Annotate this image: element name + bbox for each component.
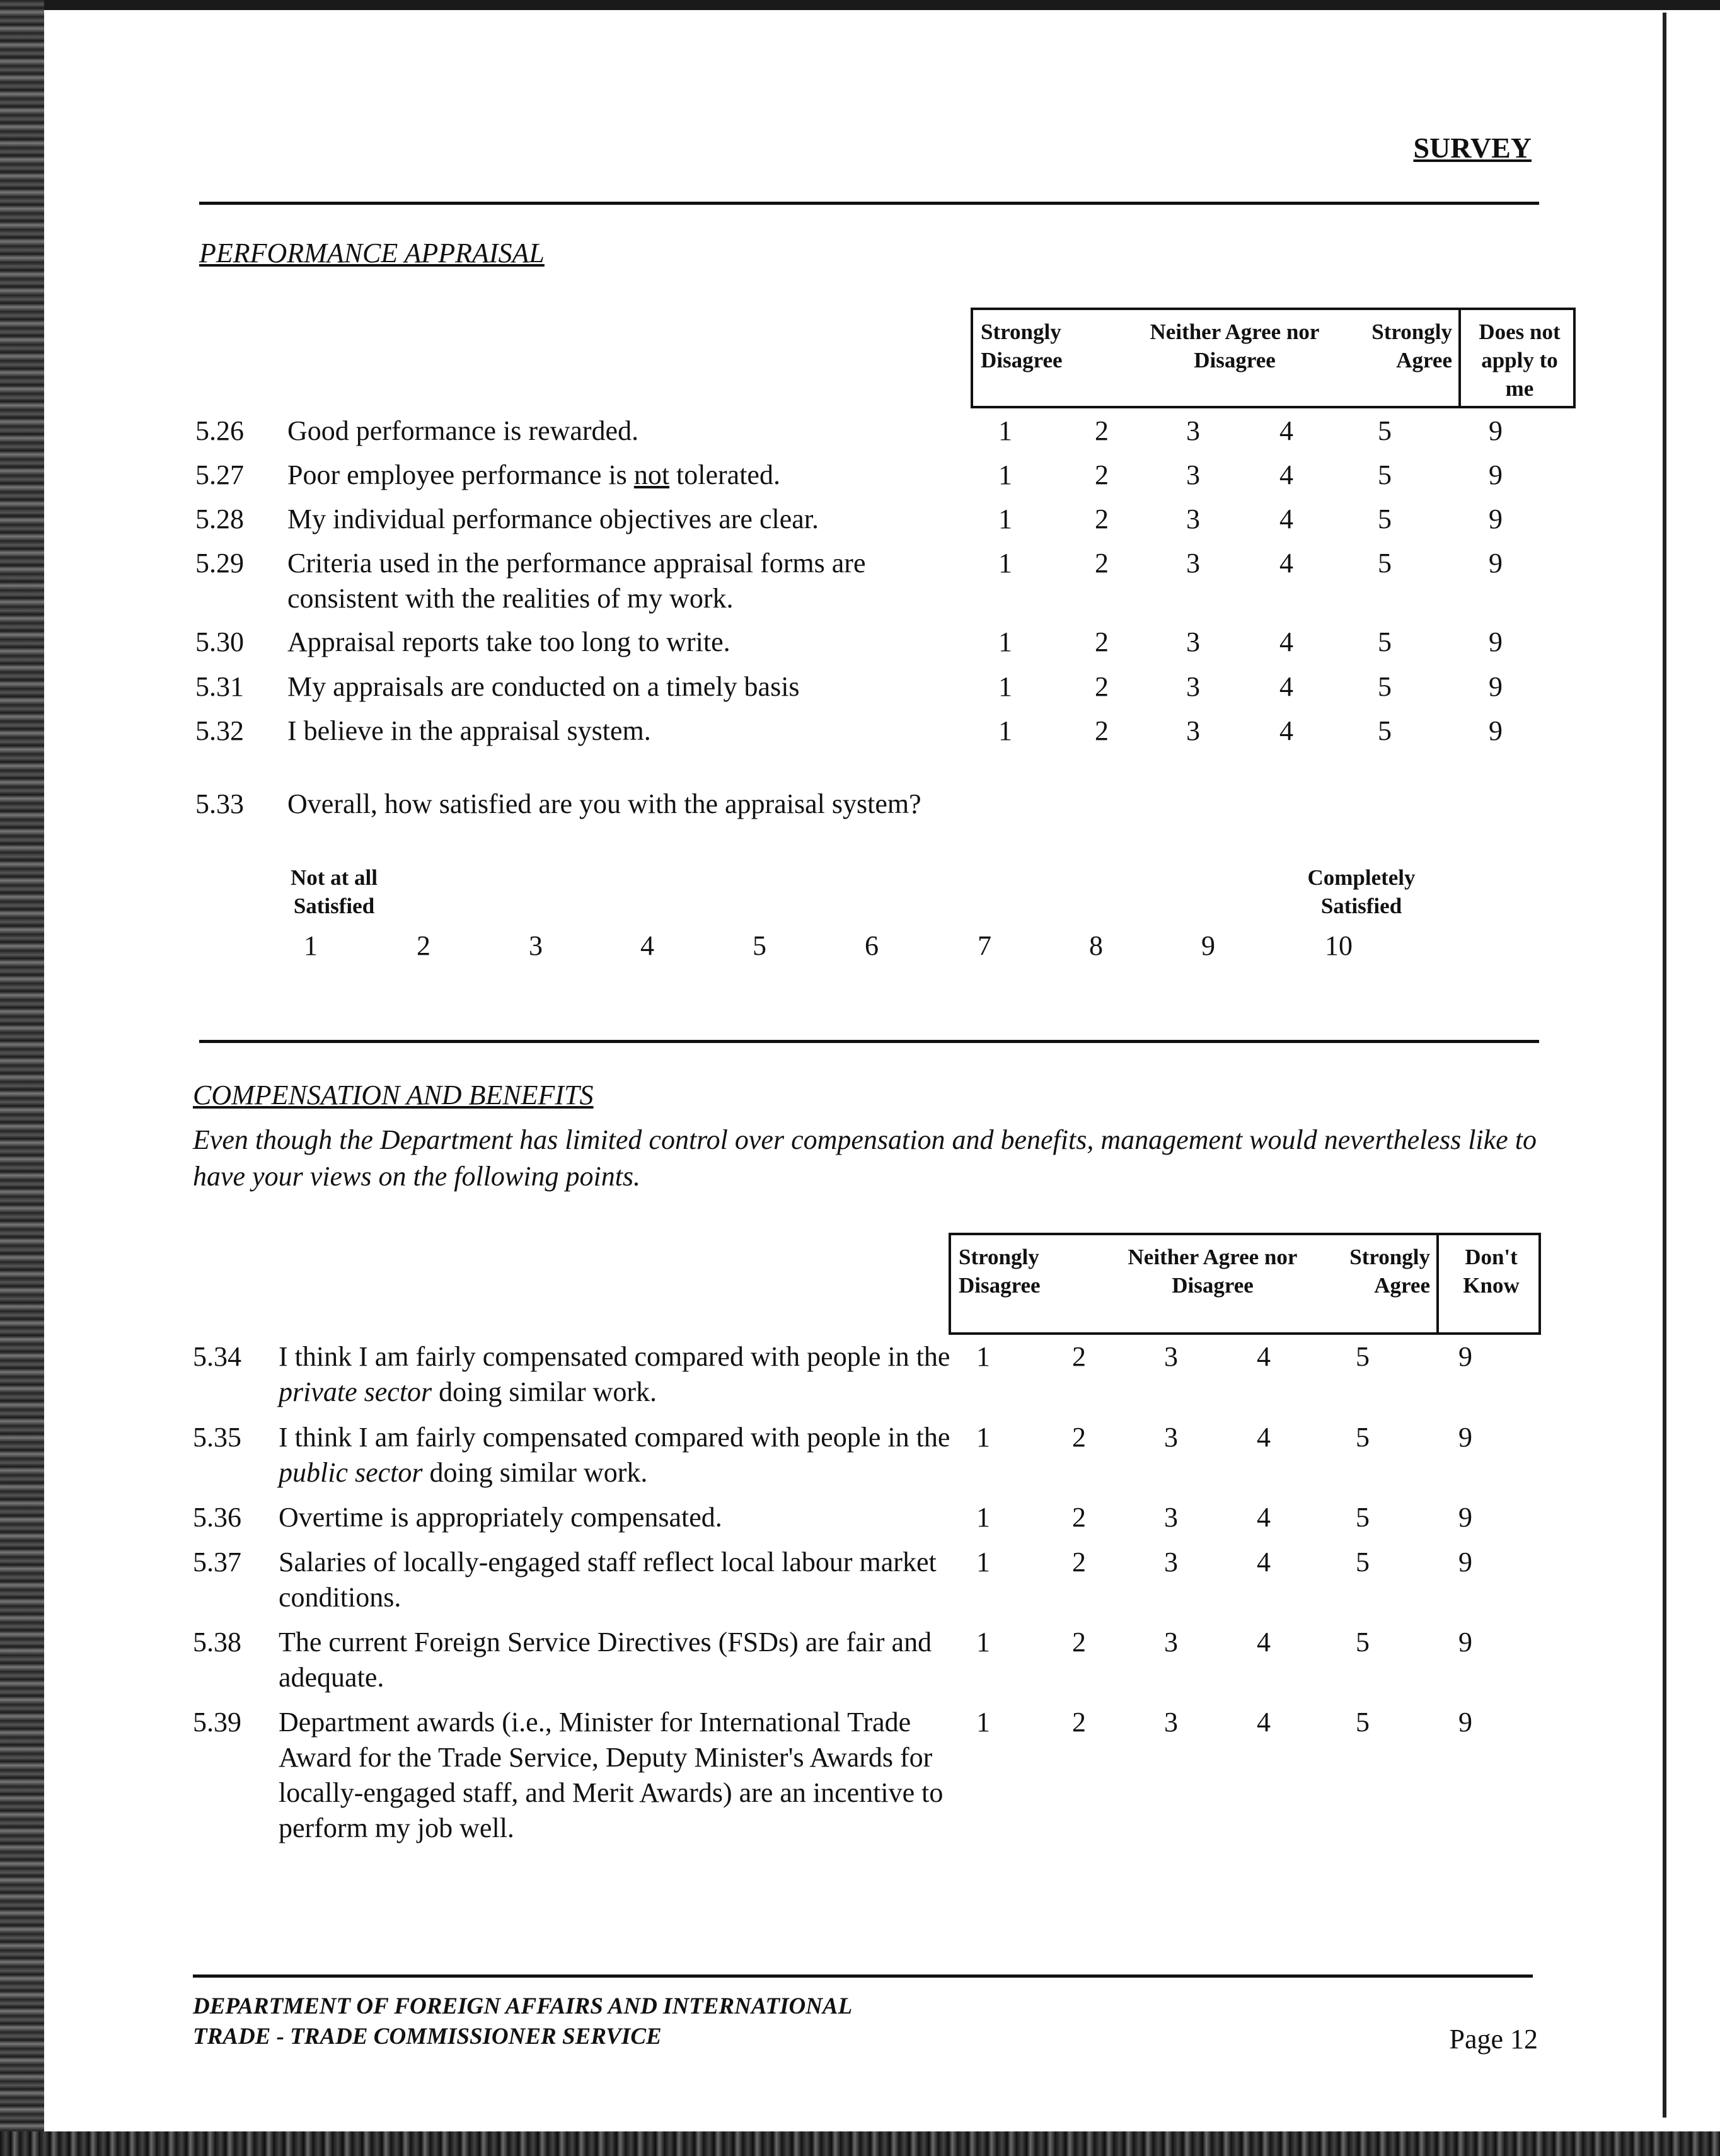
question-text: Good performance is rewarded. [287,415,639,446]
response-option-4[interactable]: 4 [1257,1707,1271,1738]
response-option-5[interactable]: 5 [1356,1502,1370,1533]
question-number: 5.26 [195,415,244,446]
response-option-4[interactable]: 4 [1279,459,1293,490]
response-option-1[interactable]: 1 [998,671,1012,702]
response-option-1[interactable]: 1 [976,1707,990,1738]
response-option-5[interactable]: 5 [1356,1422,1370,1453]
response-option-4[interactable]: 4 [1257,1547,1271,1577]
question-number: 5.37 [193,1547,241,1577]
question-text: I think I am fairly compensated compared with people in the private sector doing similar work. [279,1341,950,1407]
question-number: 5.39 [193,1707,241,1738]
satisfaction-option-6[interactable]: 6 [865,930,879,961]
compensation-intro: Even though the Department has limited control over compensation and benefits, management would nevertheless like to have your views on the following points. [193,1124,1537,1192]
performance-scale-header [971,308,1576,408]
response-option-4[interactable]: 4 [1279,504,1293,534]
question-text: Overtime is appropriately compensated. [279,1502,722,1533]
response-option-9[interactable]: 9 [1458,1547,1472,1577]
header-rule [199,202,1539,205]
response-option-2[interactable]: 2 [1095,459,1109,490]
response-option-1[interactable]: 1 [976,1627,990,1657]
response-option-4[interactable]: 4 [1279,548,1293,579]
scale-header-dont-know: Don't Know [1463,1245,1520,1298]
response-option-2[interactable]: 2 [1072,1627,1086,1657]
response-option-4[interactable]: 4 [1257,1341,1271,1372]
satisfaction-option-9[interactable]: 9 [1201,930,1215,961]
scan-edge-left [0,0,44,2156]
question-text: Criteria used in the performance appraisal forms are consistent with the realities of my work. [287,548,866,614]
response-option-2[interactable]: 2 [1072,1547,1086,1577]
satisfaction-option-4[interactable]: 4 [640,930,654,961]
response-option-1[interactable]: 1 [998,459,1012,490]
scale-header-strongly-disagree: Strongly Disagree [959,1245,1041,1298]
question-text: The current Foreign Service Directives (FSDs) are fair and adequate. [279,1627,932,1693]
question-number: 5.33 [195,788,244,819]
satisfaction-option-7[interactable]: 7 [978,930,991,961]
response-option-3[interactable]: 3 [1186,715,1200,746]
response-option-9[interactable]: 9 [1458,1627,1472,1657]
response-option-3[interactable]: 3 [1186,504,1200,534]
question-number: 5.38 [193,1627,241,1657]
satisfaction-option-2[interactable]: 2 [417,930,430,961]
scale-header-neither: Neither Agree nor Disagree [1150,320,1320,372]
footer-line-1: DEPARTMENT OF FOREIGN AFFAIRS AND INTERNATIONAL [193,1993,853,2019]
response-option-2[interactable]: 2 [1095,626,1109,657]
response-option-5[interactable]: 5 [1356,1547,1370,1577]
response-option-4[interactable]: 4 [1257,1422,1271,1453]
compensation-scale-header [949,1233,1541,1335]
response-option-3[interactable]: 3 [1186,415,1200,446]
performance-section-title: PERFORMANCE APPRAISAL [199,238,545,268]
response-option-5[interactable]: 5 [1378,548,1392,579]
response-option-9[interactable]: 9 [1489,626,1503,657]
page-number: Page 12 [1449,2024,1538,2055]
question-number: 5.36 [193,1502,241,1533]
response-option-9[interactable]: 9 [1489,459,1503,490]
satisfaction-option-3[interactable]: 3 [529,930,543,961]
response-option-5[interactable]: 5 [1356,1341,1370,1372]
question-number: 5.35 [193,1422,241,1453]
question-text: Salaries of locally-engaged staff reflect local labour market conditions. [279,1547,937,1613]
response-option-9[interactable]: 9 [1489,548,1503,579]
question-number: 5.27 [195,459,244,490]
scan-edge-right [1663,13,1666,2118]
question-text: My appraisals are conducted on a timely basis [287,671,800,702]
question-text: I believe in the appraisal system. [287,715,651,746]
footer-line-2: TRADE - TRADE COMMISSIONER SERVICE [193,2024,662,2049]
header-separator [1436,1235,1439,1332]
response-option-9[interactable]: 9 [1489,671,1503,702]
response-option-5[interactable]: 5 [1378,459,1392,490]
response-option-1[interactable]: 1 [976,1547,990,1577]
response-option-1[interactable]: 1 [976,1502,990,1533]
response-option-5[interactable]: 5 [1356,1627,1370,1657]
response-option-9[interactable]: 9 [1458,1341,1472,1372]
response-option-9[interactable]: 9 [1489,504,1503,534]
response-option-1[interactable]: 1 [998,415,1012,446]
response-option-3[interactable]: 3 [1164,1547,1178,1577]
response-option-1[interactable]: 1 [998,626,1012,657]
response-option-3[interactable]: 3 [1186,626,1200,657]
question-text: Department awards (i.e., Minister for International Trade Award for the Trade Service, Deputy Minister's Awards for locally-engaged staff, and Merit Awards) are an incentive to perform my job well. [279,1707,944,1843]
response-option-9[interactable]: 9 [1489,715,1503,746]
response-option-4[interactable]: 4 [1279,671,1293,702]
scale-high-label: Completely Satisfied [1307,865,1416,918]
response-option-5[interactable]: 5 [1378,626,1392,657]
header-separator [1458,310,1461,406]
response-option-4[interactable]: 4 [1279,715,1293,746]
response-option-2[interactable]: 2 [1095,548,1109,579]
scale-low-label: Not at all Satisfied [290,865,378,918]
response-option-2[interactable]: 2 [1095,415,1109,446]
response-option-1[interactable]: 1 [976,1341,990,1372]
response-option-3[interactable]: 3 [1186,548,1200,579]
satisfaction-option-5[interactable]: 5 [753,930,766,961]
response-option-5[interactable]: 5 [1378,504,1392,534]
scale-header-does-not-apply: Does not apply to me [1479,320,1561,401]
response-option-5[interactable]: 5 [1378,715,1392,746]
response-option-9[interactable]: 9 [1489,415,1503,446]
response-option-2[interactable]: 2 [1095,715,1109,746]
response-option-4[interactable]: 4 [1279,626,1293,657]
satisfaction-option-10[interactable]: 10 [1325,930,1353,961]
scan-edge-bottom [0,2131,1720,2156]
survey-label: SURVEY [1413,132,1532,164]
response-option-3[interactable]: 3 [1186,671,1200,702]
scale-header-strongly-agree: Strongly Agree [1349,1245,1430,1298]
response-option-5[interactable]: 5 [1378,671,1392,702]
footer-department [193,1992,852,2052]
question-text: Appraisal reports take too long to write. [287,626,730,657]
response-option-9[interactable]: 9 [1458,1502,1472,1533]
response-option-1[interactable]: 1 [998,504,1012,534]
question-text: My individual performance objectives are clear. [287,504,819,534]
response-option-2[interactable]: 2 [1072,1341,1086,1372]
response-option-2[interactable]: 2 [1095,504,1109,534]
question-number: 5.30 [195,626,244,657]
response-option-2[interactable]: 2 [1072,1707,1086,1738]
question-number: 5.32 [195,715,244,746]
response-option-3[interactable]: 3 [1164,1627,1178,1657]
satisfaction-option-8[interactable]: 8 [1089,930,1103,961]
response-option-9[interactable]: 9 [1458,1707,1472,1738]
response-option-3[interactable]: 3 [1164,1502,1178,1533]
response-option-4[interactable]: 4 [1257,1627,1271,1657]
satisfaction-option-1[interactable]: 1 [304,930,318,961]
question-number: 5.28 [195,504,244,534]
response-option-3[interactable]: 3 [1186,459,1200,490]
question-text: I think I am fairly compensated compared with people in the public sector doing similar work. [279,1422,950,1488]
response-option-4[interactable]: 4 [1257,1502,1271,1533]
response-option-2[interactable]: 2 [1095,671,1109,702]
response-option-1[interactable]: 1 [998,548,1012,579]
response-option-3[interactable]: 3 [1164,1422,1178,1453]
question-text: Poor employee performance is not tolerated. [287,459,780,490]
response-option-5[interactable]: 5 [1356,1707,1370,1738]
compensation-section-title: COMPENSATION AND BENEFITS [193,1080,594,1110]
response-option-9[interactable]: 9 [1458,1422,1472,1453]
response-option-4[interactable]: 4 [1279,415,1293,446]
response-option-1[interactable]: 1 [998,715,1012,746]
response-option-1[interactable]: 1 [976,1422,990,1453]
question-number: 5.34 [193,1341,241,1372]
section-rule [199,1040,1539,1043]
response-option-2[interactable]: 2 [1072,1502,1086,1533]
scale-header-neither: Neither Agree nor Disagree [1128,1245,1298,1298]
question-number: 5.29 [195,548,244,579]
question-number: 5.31 [195,671,244,702]
response-option-3[interactable]: 3 [1164,1707,1178,1738]
response-option-2[interactable]: 2 [1072,1422,1086,1453]
question-text: Overall, how satisfied are you with the appraisal system? [287,788,921,819]
scale-header-strongly-disagree: Strongly Disagree [981,320,1063,372]
footer-rule [193,1974,1533,1978]
response-option-5[interactable]: 5 [1378,415,1392,446]
response-option-3[interactable]: 3 [1164,1341,1178,1372]
scan-edge-top [0,0,1720,10]
scale-header-strongly-agree: Strongly Agree [1371,320,1452,372]
